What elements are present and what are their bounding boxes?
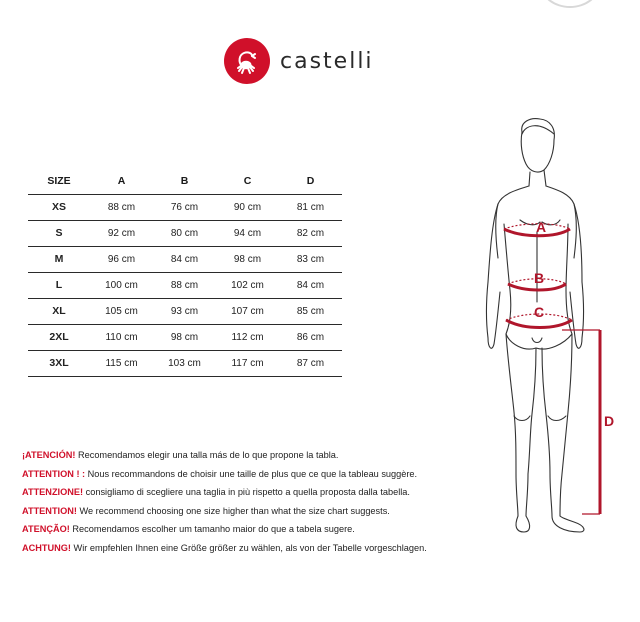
measure-b-cell: 98 cm (153, 324, 216, 350)
table-row (28, 220, 342, 246)
measure-d-cell: 82 cm (279, 220, 342, 246)
body-measurement-figure (470, 112, 630, 552)
measure-b-cell: 103 cm (153, 350, 216, 376)
column-header-size: SIZE (28, 168, 90, 194)
measure-a-cell: 96 cm (90, 246, 153, 272)
column-header-c: C (216, 168, 279, 194)
table-row (28, 272, 342, 298)
sizing-notes (22, 446, 522, 558)
note-text: Nous recommandons de choisir une taille de plus que ce que la tableau suggère. (85, 468, 418, 479)
note-label: ACHTUNG! (22, 542, 71, 553)
column-header-a: A (90, 168, 153, 194)
brand-name: castelli (280, 48, 374, 74)
measure-d-cell: 81 cm (279, 194, 342, 220)
note-label: ATTENZIONE! (22, 487, 84, 498)
table-header-row (28, 168, 342, 194)
size-chart-table (28, 168, 342, 377)
note-label: ATENÇÃO! (22, 524, 70, 535)
note-text: consigliamo di scegliere una taglia in più rispetto a quella proposta dalla tabella. (83, 487, 410, 498)
measure-b-cell: 88 cm (153, 272, 216, 298)
measure-c-cell: 98 cm (216, 246, 279, 272)
measure-b-cell: 76 cm (153, 194, 216, 220)
measure-d-cell: 83 cm (279, 246, 342, 272)
hip-band (506, 320, 572, 328)
note-portuguese (22, 520, 522, 539)
size-cell: XL (28, 298, 90, 324)
table-row (28, 298, 342, 324)
size-cell: S (28, 220, 90, 246)
note-text: Recomendamos elegir una talla más de lo que propone la tabla. (75, 450, 339, 460)
measure-c-cell: 112 cm (216, 324, 279, 350)
marker-a: A (536, 219, 547, 235)
measure-c-cell: 90 cm (216, 194, 279, 220)
measure-a-cell: 100 cm (90, 272, 153, 298)
brand-logo (224, 38, 374, 84)
note-label: ATTENTION ! : (22, 468, 86, 479)
marker-b: B (534, 270, 545, 286)
note-text: Wir empfehlen Ihnen eine Größe größer zu wählen, als von der Tabelle vorgeschlagen. (71, 542, 427, 553)
note-label: ¡ATENCIÓN! (22, 450, 76, 460)
note-text: Recomendamos escolher um tamanho maior do que a tabela sugere. (69, 524, 355, 535)
column-header-b: B (153, 168, 216, 194)
note-text: We recommend choosing one size higher than what the size chart suggests. (76, 505, 390, 516)
decorative-arc (540, 0, 600, 8)
measure-a-cell: 105 cm (90, 298, 153, 324)
note-german (22, 539, 522, 558)
size-cell: 2XL (28, 324, 90, 350)
table-row (28, 246, 342, 272)
size-cell: 3XL (28, 350, 90, 376)
measure-c-cell: 117 cm (216, 350, 279, 376)
measure-a-cell: 110 cm (90, 324, 153, 350)
measure-c-cell: 94 cm (216, 220, 279, 246)
measure-c-cell: 102 cm (216, 272, 279, 298)
note-label: ATTENTION! (22, 505, 77, 516)
measure-b-cell: 93 cm (153, 298, 216, 324)
note-spanish (22, 446, 522, 465)
table-row (28, 350, 342, 376)
measure-d-cell: 87 cm (279, 350, 342, 376)
measure-a-cell: 92 cm (90, 220, 153, 246)
marker-c: C (534, 304, 545, 320)
note-english (22, 502, 522, 521)
table-row (28, 324, 342, 350)
table-row (28, 194, 342, 220)
measure-b-cell: 84 cm (153, 246, 216, 272)
marker-d: D (604, 413, 615, 429)
measure-d-cell: 84 cm (279, 272, 342, 298)
size-cell: L (28, 272, 90, 298)
measurement-guides (504, 224, 600, 514)
measure-a-cell: 88 cm (90, 194, 153, 220)
measure-b-cell: 80 cm (153, 220, 216, 246)
scorpion-icon (224, 38, 270, 84)
size-cell: XS (28, 194, 90, 220)
measure-d-cell: 85 cm (279, 298, 342, 324)
measure-a-cell: 115 cm (90, 350, 153, 376)
body-outline (487, 119, 584, 532)
column-header-d: D (279, 168, 342, 194)
measure-d-cell: 86 cm (279, 324, 342, 350)
note-italian (22, 483, 522, 502)
note-french (22, 465, 522, 484)
measure-c-cell: 107 cm (216, 298, 279, 324)
size-cell: M (28, 246, 90, 272)
